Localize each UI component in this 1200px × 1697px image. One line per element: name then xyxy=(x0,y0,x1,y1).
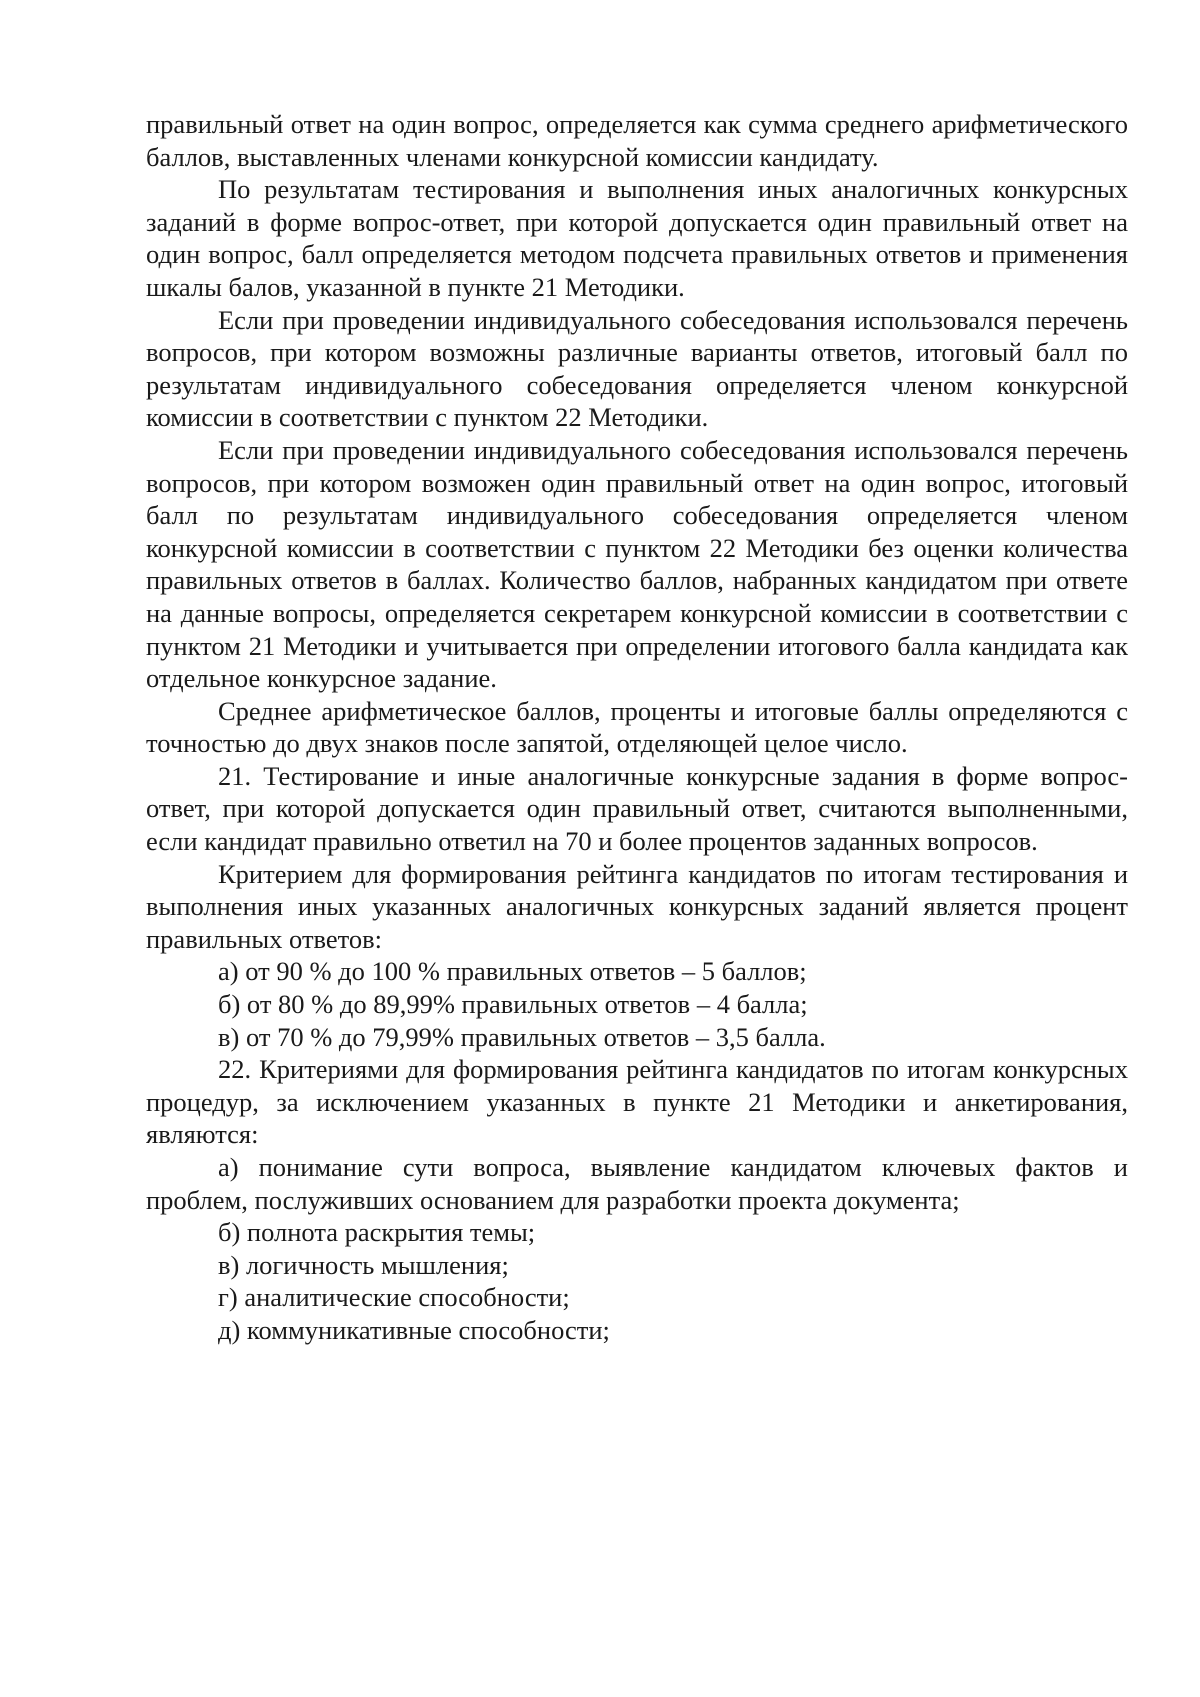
paragraph-testing-score: По результатам тестирования и выполнения иных аналогичных конкурсных заданий в форме вопрос-ответ, при которой допускается один правильный ответ на один вопрос, балл определяется методом подсчета правильных ответов и применения шкалы балов, указанной в пункте 21 Методики. xyxy=(146,174,1128,302)
paragraph-interview-single-answer: Если при проведении индивидуального собеседования использовался перечень вопросов, при котором возможен один правильный ответ на один вопрос, итоговый балл по результатам индивидуального собеседования определяется членом конкурсной комиссии в соответствии с пунктом 22 Методики без оценки количества правильных ответов в баллах. Количество баллов, набранных кандидатом при ответе на данные вопросы, определяется секретарем конкурсной комиссии в соответствии с пунктом 21 Методики и учитывается при определении итогового балла кандидата как отдельное конкурсное задание. xyxy=(146,434,1128,694)
paragraph-clause-22: 22. Критериями для формирования рейтинга кандидатов по итогам конкурсных процедур, за исключением указанных в пункте 21 Методики и анкетирования, являются: xyxy=(146,1054,1128,1150)
list-item-scale-a: а) от 90 % до 100 % правильных ответов – 5 баллов; xyxy=(218,956,807,987)
list-item-scale-c: в) от 70 % до 79,99% правильных ответов – 3,5 балла. xyxy=(218,1021,826,1052)
list-item-criterion-d: г) аналитические способности; xyxy=(218,1282,570,1313)
list-item-criterion-e: д) коммуникативные способности; xyxy=(218,1314,610,1345)
list-item-scale-b: б) от 80 % до 89,99% правильных ответов – 4 балла; xyxy=(218,989,808,1020)
paragraph-precision: Среднее арифметическое баллов, проценты и итоговые баллы определяются с точностью до двух знаков после запятой, отделяющей целое число. xyxy=(146,695,1128,759)
paragraph-clause-21: 21. Тестирование и иные аналогичные конкурсные задания в форме вопрос-ответ, при которой допускается один правильный ответ, считаются выполненными, если кандидат правильно ответил на 70 и более процентов заданных вопросов. xyxy=(146,760,1128,857)
paragraph-interview-various-answers: Если при проведении индивидуального собеседования использовался перечень вопросов, при котором возможны различные варианты ответов, итоговый балл по результатам индивидуального собеседования определяется членом конкурсной комиссии в соответствии с пунктом 22 Методики. xyxy=(146,304,1128,433)
list-item-criterion-a: а) понимание сути вопроса, выявление кандидатом ключевых фактов и проблем, послуживших основанием для разработки проекта документа; xyxy=(146,1152,1128,1215)
list-item-criterion-b: б) полнота раскрытия темы; xyxy=(218,1217,536,1248)
list-item-criterion-c: в) логичность мышления; xyxy=(218,1249,509,1280)
document-page xyxy=(146,108,1128,1347)
paragraph-continuation: правильный ответ на один вопрос, определяется как сумма среднего арифметического баллов, выставленных членами конкурсной комиссии кандидату. xyxy=(146,109,1128,172)
paragraph-rating-criterion: Критерием для формирования рейтинга кандидатов по итогам тестирования и выполнения иных указанных аналогичных конкурсных заданий является процент правильных ответов: xyxy=(146,858,1128,954)
